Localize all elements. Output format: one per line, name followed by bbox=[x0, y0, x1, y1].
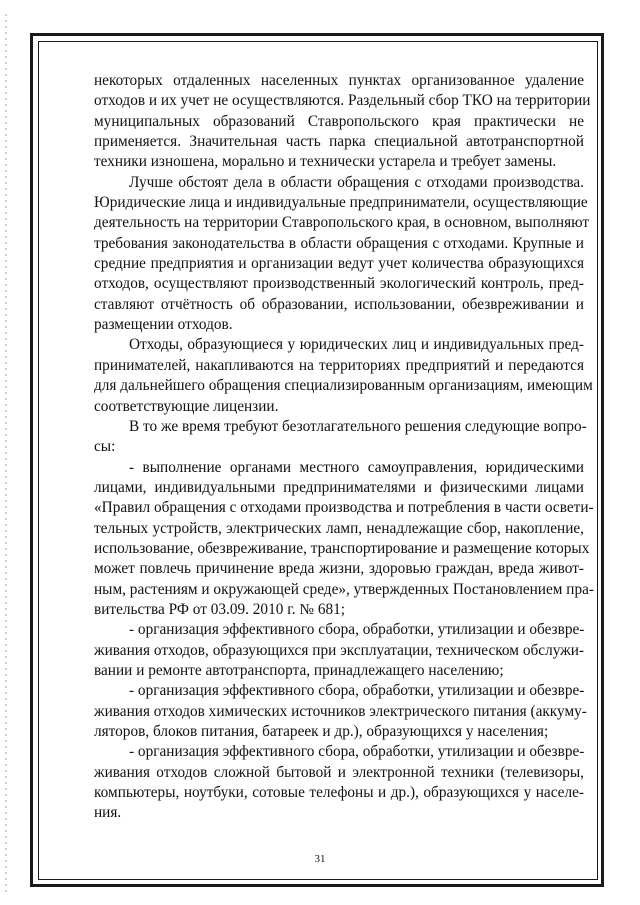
text-line: Лучше обстоят дела в области обращения с отходами производства. bbox=[129, 173, 584, 191]
text-line: деятельность на территории Ставропольского края, в основном, выполняют bbox=[94, 214, 590, 232]
list-item bbox=[94, 742, 584, 823]
paragraph bbox=[94, 71, 591, 173]
text-line: размещении отходов. bbox=[94, 316, 233, 334]
text-line: «Правил обращения с отходами производства и потребления в части освети- bbox=[94, 499, 594, 517]
text-line: ния. bbox=[94, 804, 122, 822]
text-line: живания отходов, образующихся при эксплуатации, техническом обслужи- bbox=[94, 641, 584, 659]
text-line: - организация эффективного сбора, обработки, утилизации и обезвре- bbox=[129, 743, 585, 761]
text-line: вании и ремонте автотранспорта, принадлежащего населению; bbox=[94, 661, 504, 679]
document-body bbox=[94, 71, 595, 824]
text-line: - выполнение органами местного самоуправления, юридическими bbox=[129, 458, 584, 476]
text-line: - организация эффективного сбора, обработки, утилизации и обезвре- bbox=[129, 682, 585, 700]
text-line: живания отходов сложной бытовой и электронной техники (телевизоры, bbox=[94, 763, 584, 781]
paragraph bbox=[94, 417, 587, 458]
text-line: ставляют отчётность об образовании, использовании, обезвреживании и bbox=[94, 295, 584, 313]
text-line: В то же время требуют безотлагательного решения следующие вопро- bbox=[129, 417, 587, 435]
list-item bbox=[94, 681, 587, 742]
text-line: требования законодательства в области обращения с отходами. Крупные и bbox=[94, 234, 584, 252]
text-line: компьютеры, ноутбуки, сотовые телефоны и др.), образующихся у населе- bbox=[94, 784, 584, 802]
text-line: принимателей, накапливаются на территориях предприятий и передаются bbox=[94, 356, 584, 374]
text-line: применяется. Значительная часть парка специальной автотранспортной bbox=[94, 133, 584, 151]
text-line: отходов и их учет не осуществляются. Раздельный сбор ТКО на территории bbox=[94, 92, 591, 110]
text-line: Юридические лица и индивидуальные предприниматели, осуществляющие bbox=[94, 194, 588, 212]
paragraph bbox=[94, 335, 593, 416]
page-number: 31 bbox=[314, 853, 326, 865]
text-line: ным, растениям и окружающей среде», утвержденных Постановлением пра- bbox=[94, 580, 595, 598]
paragraph bbox=[94, 173, 590, 336]
text-line: может повлечь причинение вреда жизни, здоровью граждан, вреда живот- bbox=[94, 560, 584, 578]
text-line: средние предприятия и организации ведут учет количества образующихся bbox=[94, 255, 584, 273]
binding-hole-margin bbox=[2, 12, 10, 892]
list-item bbox=[94, 458, 595, 621]
text-line: живания отходов химических источников электрического питания (аккуму- bbox=[94, 702, 587, 720]
text-line: сы: bbox=[94, 438, 116, 456]
text-line: отходов, осуществляют производственный экологический контроль, пред- bbox=[94, 275, 584, 293]
text-line: муниципальных образований Ставропольского края практически не bbox=[94, 112, 584, 130]
text-line: использование, обезвреживание, транспортирование и размещение которых bbox=[94, 539, 590, 557]
text-line: для дальнейшего обращения специализированным организациям, имеющим bbox=[94, 377, 593, 395]
text-line: вительства РФ от 03.09. 2010 г. № 681; bbox=[94, 600, 346, 618]
text-line: - организация эффективного сбора, обработки, утилизации и обезвре- bbox=[129, 621, 585, 639]
text-line: тельных устройств, электрических ламп, ненадлежащие сбор, накопление, bbox=[94, 519, 584, 537]
text-line: техники изношена, морально и технически устарела и требует замены. bbox=[94, 153, 557, 171]
text-line: лицами, индивидуальными предпринимателями и физическими лицами bbox=[94, 478, 584, 496]
text-line: некоторых отдаленных населенных пунктах организованное удаление bbox=[94, 72, 584, 89]
text-line: соответствующие лицензии. bbox=[94, 397, 279, 415]
list-item bbox=[94, 620, 584, 681]
text-line: Отходы, образующиеся у юридических лиц и индивидуальных пред- bbox=[129, 336, 584, 354]
text-line: ляторов, блоков питания, батареек и др.), образующихся у населения; bbox=[94, 723, 549, 740]
